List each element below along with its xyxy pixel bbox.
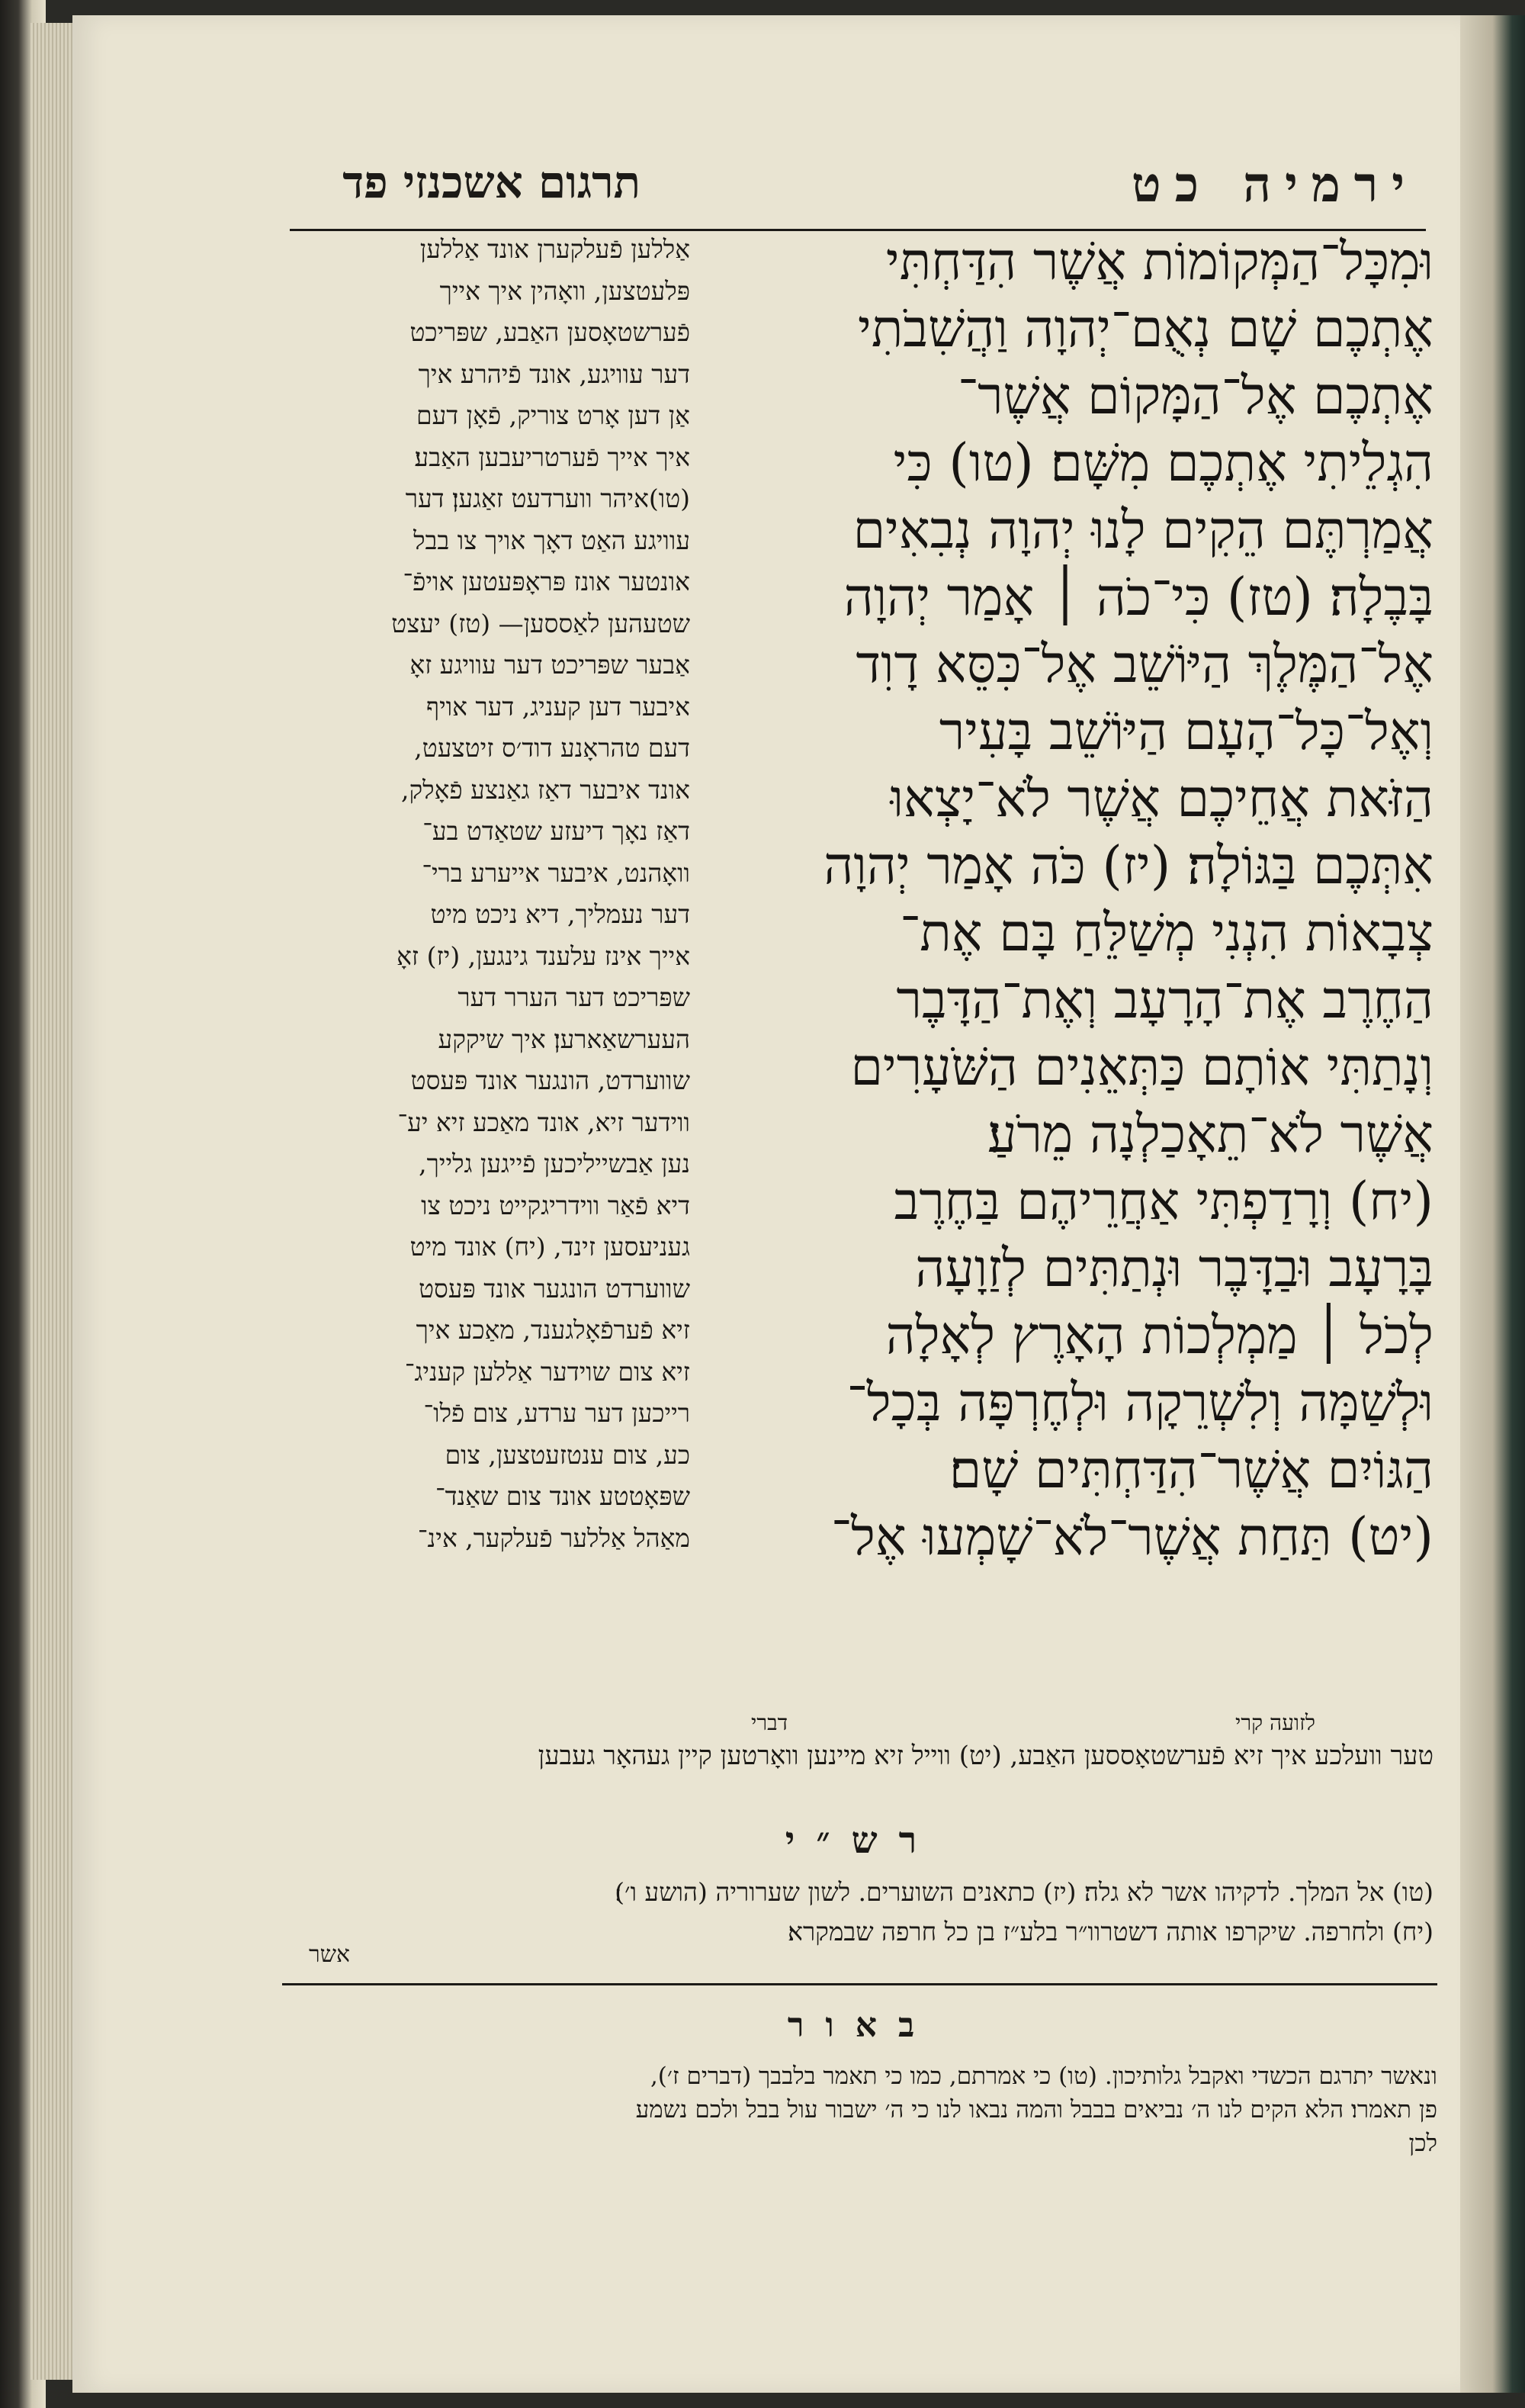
translation-line: דיא פֿאַר ווידריגקייט ניכט צו	[421, 1190, 690, 1220]
translation-continuation: טער וועלכע איך זיא פֿערשטאָססען האַבע, (יט) ווייל זיא מיינען וואָרטען קיין געהאָר געבען	[538, 1741, 1434, 1771]
translation-line: כע, צום ענטזעטצען, צום	[445, 1439, 690, 1470]
rashi-catchword: אשר	[309, 1941, 350, 1968]
translation-line: רייכען דער ערדע, צום פֿלו־	[423, 1398, 690, 1428]
translation-line: אַבער שפּריכט דער עוויגע זאָ	[409, 650, 690, 680]
hebrew-text-line: (יט) תַּחַת אֲשֶׁר־לֹא־שָׁמְעוּ אֶל־	[830, 1507, 1434, 1567]
translation-line: דאַז נאָך דיעזע שטאַדט בע־	[422, 816, 690, 846]
running-head-book-chapter: ירמיה כט	[1132, 156, 1418, 214]
translation-line: אונד איבער דאַז גאַנצע פֿאָלק,	[400, 774, 690, 805]
rashi-commentary	[290, 1873, 1434, 1952]
hebrew-text-line: אֲמַרְתֶּם הֵקִים לָנוּ יְהוָה נְבִאִים	[852, 500, 1434, 561]
translation-line: איך אייך פֿערטריעבען האַבע׃	[414, 442, 690, 472]
hebrew-text-line: בָּרָעָב וּבַדָּבֶר וּנְתַתִּים לְזַוָעָה	[915, 1239, 1434, 1299]
translation-line: דער עוויגע, אונד פֿיהרע איך	[418, 358, 690, 389]
translation-line: שטעהען לאַססען— (טז) יעצט	[391, 608, 690, 638]
beur-title: באור	[787, 2006, 936, 2045]
beur-commentary	[282, 2059, 1437, 2160]
book-page-right-edge	[1460, 15, 1525, 2393]
hebrew-text-line: וּלְשַׁמָּה וְלִשְׁרֵקָה וּלְחֶרְפָּה בְּכָל־	[846, 1373, 1434, 1433]
translation-line: מאַהל אַללער פֿעלקער, אינ־	[417, 1522, 690, 1553]
beur-line: פן תאמרו׃ הלא הקים לנו ה׳ נביאים בבבל והמה נבאו לנו כי ה׳ ישבור עול בבל ולכם נשמע	[635, 2096, 1437, 2123]
translation-line: געניעסען זינד, (יח) אונד מיט	[409, 1232, 690, 1262]
rashi-line: (טו) אל המלך. לדקיהו אשר לא גלה׃ (יז) כתאנים השוערים. לשון שערוריה (הושע ו׳)׃	[615, 1877, 1434, 1907]
hebrew-text-line: (יח) וְרָדַפְתִּי אַחֲרֵיהֶם בַּחֶרֶב	[894, 1172, 1434, 1232]
translation-line: שפּאָטטע אונד צום שאַנד־	[435, 1481, 690, 1511]
translation-line: דעם טהראָנע דוד׳ס זיטצעט,	[414, 733, 690, 763]
hebrew-text-line: הַחֶרֶב אֶת־הָרָעָב וְאֶת־הַדָּבֶר	[896, 970, 1434, 1030]
translation-line: אונטער אונז פּראָפּעטען אויפֿ־	[403, 567, 690, 596]
hebrew-text-line: הַגּוֹיִם אֲשֶׁר־הִדַּחְתִּים שָׁם׃	[949, 1440, 1434, 1500]
translation-line: שווערדט הונגער אונד פּעסט	[419, 1273, 690, 1304]
translation-line: וואָהנט, איבער אייערע ברי־	[422, 857, 690, 888]
translation-line: שווערדט, הונגער אונד פּעסט	[410, 1066, 690, 1095]
hebrew-text-line: וּמִכָּל־הַמְּקוֹמוֹת אֲשֶׁר הִדַּחְתִּי	[885, 232, 1434, 292]
rashi-line: (יח) ולחרפה. שיקרפו אותה דשטרוו״ר בלע״ז בן כל חרפה שבמקרא׃	[788, 1917, 1434, 1947]
hebrew-text-line: צְבָאוֹת הִנְנִי מְשַׁלֵּחַ בָּם אֶת־	[900, 903, 1434, 963]
hebrew-text-line: אֶתְכֶם אֶל־הַמָּקוֹם אֲשֶׁר־	[958, 366, 1434, 426]
rashi-title: רש״י	[785, 1819, 939, 1862]
running-head-translation-page: תרגום אשכנזי פד	[342, 156, 640, 208]
translation-line: אַללען פֿעלקערן אונד אַללען	[419, 234, 690, 264]
translation-line: אייך אינז עלענד גינגען, (יז) זאָ	[396, 940, 690, 971]
hebrew-text-line: אִתְּכֶם בַּגּוֹלָה׃ (יז) כֹּה אָמַר יְהוָה	[824, 836, 1434, 896]
hebrew-text-line: וְאֶל־כָּל־הָעָם הַיּוֹשֵׁב בָּעִיר	[939, 702, 1434, 762]
translation-line: זיא צום שוידער אַללען קעניג־	[404, 1356, 690, 1387]
hebrew-text-line: בָּבֶלָה׃ (טז) כִּי־כֹה ׀ אָמַר יְהוָה	[843, 567, 1434, 628]
margin-note-catchword: דברי	[751, 1710, 788, 1735]
beur-line: לכן	[1408, 2130, 1437, 2157]
translation-line: אַן דען אָרט צוריק, פֿאָן דעם	[416, 400, 690, 430]
hebrew-text-line: וְנָתַתִּי אוֹתָם כַּתְּאֵנִים הַשֹּׁעָרִים	[850, 1037, 1434, 1098]
hebrew-text-column	[702, 229, 1434, 1571]
hebrew-text-line: הִגְלֵיתִי אֶתְכֶם מִשָּׁם׃ (טו) כִּי	[893, 433, 1434, 493]
translation-line: איבער דען קעניג, דער אויף	[425, 691, 690, 722]
translation-line: פֿערשטאָסען האַבע, שפּריכט	[409, 317, 690, 347]
translation-line: זיא פֿערפֿאָלגענד, מאַכע איך	[416, 1315, 690, 1345]
translation-line: עוויגע האַט דאָך אויך צו בבל	[413, 525, 690, 555]
commentary-divider	[282, 1983, 1437, 1985]
translation-line: שפּריכט דער הערר דער	[458, 982, 690, 1012]
hebrew-text-line: לְכֹל ׀ מַמְלְכוֹת הָאָרֶץ לְאָלָה	[885, 1306, 1434, 1366]
translation-line: ווידער זיא, אונד מאַכע זיא יע־	[397, 1107, 690, 1137]
translation-line: פּלעטצען, וואָהין איך אייך	[439, 275, 690, 306]
translation-line: העערשאַארען׃ איך שיקקע	[438, 1024, 690, 1054]
hebrew-text-line: אֲשֶׁר לֹא־תֵאָכַלְנָה מֵרֹעַ׃	[987, 1104, 1434, 1165]
translation-column	[294, 229, 690, 1559]
hebrew-text-line: הַזֹּאת אֲחֵיכֶם אֲשֶׁר לֹא־יָצְאוּ	[890, 769, 1434, 829]
hebrew-text-line: אֶתְכֶם שָׁם נְאֻם־יְהוָה וַהֲשִׁבֹתִי	[858, 299, 1434, 359]
hebrew-text-line: אֶל־הַמֶּלֶךְ הַיּוֹשֵׁב אֶל־כִּסֵּא דָוִד	[856, 635, 1434, 695]
margin-note-qere: לזועה קרי	[1235, 1710, 1315, 1735]
beur-line: ונאשר יתרגם הכשדי ואקבל גלותיכון. (טו) כי אמרתם, כמו כי תאמר בלבבך (דברים ז׳),	[650, 2062, 1437, 2090]
translation-line: נען אַבשייליכען פֿייגען גלייך,	[419, 1149, 690, 1178]
translation-line: (טו)איהר ווערדעט זאַגען׃ דער	[405, 484, 690, 513]
translation-line: דער נעמליך, דיא ניכט מיט	[430, 899, 690, 929]
